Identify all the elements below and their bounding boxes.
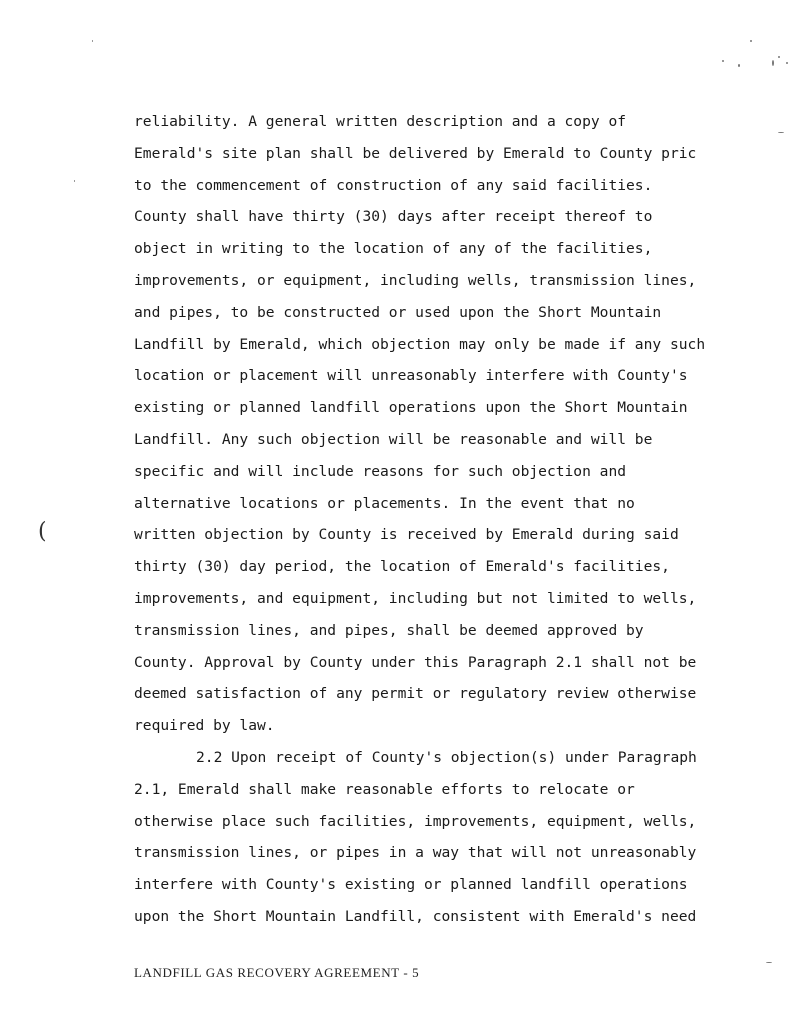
text-line: Emerald's site plan shall be delivered by Emerald to County pric <box>134 144 697 162</box>
scan-speck <box>766 962 772 963</box>
text-line: reliability. A general written description and a copy of <box>134 113 627 130</box>
text-line: Landfill. Any such objection will be reasonable and will be <box>134 430 653 448</box>
text-line: 2.1, Emerald shall make reasonable efforts to relocate or <box>134 780 635 798</box>
text-line: written objection by County is received by Emerald during said <box>134 526 679 544</box>
text-line: to the commencement of construction of any said facilities. <box>134 176 653 194</box>
body-text <box>134 106 784 933</box>
margin-bracket-mark: ( <box>38 519 47 544</box>
text-line: alternative locations or placements. In the event that no <box>134 494 635 512</box>
text-line: transmission lines, or pipes in a way that will not unreasonably <box>134 844 697 862</box>
text-line: specific and will include reasons for such objection and <box>134 462 627 480</box>
text-line: County. Approval by County under this Paragraph 2.1 shall not be <box>134 653 697 671</box>
text-line: interfere with County's existing or planned landfill operations <box>134 876 688 894</box>
scan-speck <box>786 62 788 64</box>
scan-speck <box>778 56 780 58</box>
text-line: required by law. <box>134 717 275 735</box>
text-line: upon the Short Mountain Landfill, consistent with Emerald's need <box>134 907 697 925</box>
page-footer: LANDFILL GAS RECOVERY AGREEMENT - 5 <box>134 965 420 980</box>
text-line: existing or planned landfill operations upon the Short Mountain <box>134 399 688 417</box>
text-line: Landfill by Emerald, which objection may only be made if any such <box>134 335 706 353</box>
text-line: location or placement will unreasonably interfere with County's <box>134 367 688 385</box>
scan-speck <box>750 40 752 42</box>
scan-speck <box>74 180 75 182</box>
text-line: object in writing to the location of any of the facilities, <box>134 240 653 258</box>
text-line: transmission lines, and pipes, shall be deemed approved by <box>134 621 644 639</box>
text-line: County shall have thirty (30) days after receipt thereof to <box>134 208 653 226</box>
text-line: thirty (30) day period, the location of Emerald's facilities, <box>134 558 670 576</box>
scan-speck <box>722 60 724 62</box>
text-line: and pipes, to be constructed or used upon the Short Mountain <box>134 303 662 321</box>
text-line: deemed satisfaction of any permit or regulatory review otherwise <box>134 685 697 703</box>
text-line: improvements, and equipment, including but not limited to wells, <box>134 589 697 607</box>
scan-speck <box>738 64 740 67</box>
text-line: otherwise place such facilities, improvements, equipment, wells, <box>134 812 697 830</box>
scan-speck <box>92 40 93 42</box>
paragraph-2-2-heading-line: 2.2 Upon receipt of County's objection(s) under Paragraph <box>196 748 697 766</box>
scan-speck <box>772 60 774 66</box>
text-line: improvements, or equipment, including wells, transmission lines, <box>134 271 697 289</box>
